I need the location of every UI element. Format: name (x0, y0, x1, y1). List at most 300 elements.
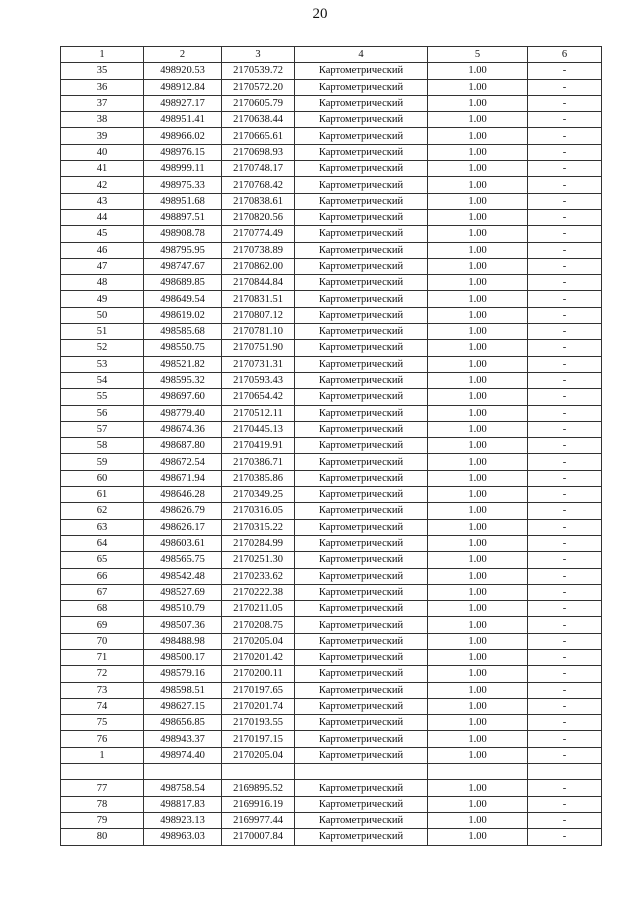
table-cell: 1.00 (428, 193, 528, 209)
table-row (61, 95, 602, 111)
table-cell: 71 (61, 649, 144, 665)
header-cell: 3 (222, 47, 295, 63)
table-row (61, 731, 602, 747)
table-row (61, 617, 602, 633)
table-row (61, 649, 602, 665)
table-cell: 2170605.79 (222, 95, 295, 111)
table-cell: 37 (61, 95, 144, 111)
table-cell: 69 (61, 617, 144, 633)
table-cell: - (528, 796, 602, 812)
header-cell: 5 (428, 47, 528, 63)
table-cell: Картометрический (295, 633, 428, 649)
table-cell: 80 (61, 829, 144, 845)
table-cell: Картометрический (295, 405, 428, 421)
table-cell: 2170844.84 (222, 275, 295, 291)
table-row (61, 470, 602, 486)
table-cell: 2170251.30 (222, 552, 295, 568)
table-cell: 2170205.04 (222, 747, 295, 763)
table-cell: 498923.13 (144, 812, 222, 828)
table-cell: Картометрический (295, 649, 428, 665)
table-cell: 498488.98 (144, 633, 222, 649)
table-cell: 1.00 (428, 584, 528, 600)
table-cell: 498527.69 (144, 584, 222, 600)
table-cell: 60 (61, 470, 144, 486)
table-cell: Картометрический (295, 356, 428, 372)
table-cell: Картометрический (295, 193, 428, 209)
table-cell: 2170349.25 (222, 487, 295, 503)
table-cell: 73 (61, 682, 144, 698)
table-cell: Картометрический (295, 617, 428, 633)
table-cell: 2170211.05 (222, 601, 295, 617)
table-cell: 1.00 (428, 503, 528, 519)
table-row (61, 275, 602, 291)
table-cell: 498598.51 (144, 682, 222, 698)
table-cell: Картометрический (295, 242, 428, 258)
table-row (61, 340, 602, 356)
table-cell: 498689.85 (144, 275, 222, 291)
table-cell: - (528, 535, 602, 551)
table-cell: Картометрический (295, 682, 428, 698)
header-cell: 2 (144, 47, 222, 63)
table-cell: 78 (61, 796, 144, 812)
table-cell: - (528, 503, 602, 519)
table-cell: 498779.40 (144, 405, 222, 421)
table-cell: 498595.32 (144, 372, 222, 388)
table-row (61, 829, 602, 845)
table-cell: 48 (61, 275, 144, 291)
table-cell: 1.00 (428, 633, 528, 649)
table-cell: 59 (61, 454, 144, 470)
table-cell: 498603.61 (144, 535, 222, 551)
table-cell: Картометрический (295, 79, 428, 95)
table-cell: - (528, 698, 602, 714)
table-cell: - (528, 226, 602, 242)
table-row (61, 438, 602, 454)
table-cell: 498627.15 (144, 698, 222, 714)
table-cell: Картометрический (295, 258, 428, 274)
table-cell: - (528, 177, 602, 193)
header-cell: 6 (528, 47, 602, 63)
table-row (61, 324, 602, 340)
table-cell: Картометрический (295, 63, 428, 79)
table-cell: 1.00 (428, 161, 528, 177)
table-cell: 498897.51 (144, 209, 222, 225)
table-cell: Картометрический (295, 780, 428, 796)
table-cell: 2170445.13 (222, 421, 295, 437)
table-cell: - (528, 112, 602, 128)
table-cell: 1.00 (428, 519, 528, 535)
table-cell: 1.00 (428, 698, 528, 714)
table-cell: 498976.15 (144, 144, 222, 160)
table-row (61, 405, 602, 421)
table-cell: 1.00 (428, 731, 528, 747)
table-cell: - (528, 568, 602, 584)
table-row (61, 79, 602, 95)
table-cell: 2170007.84 (222, 829, 295, 845)
table-row (61, 764, 602, 780)
table-cell: 1.00 (428, 340, 528, 356)
table-cell: 498966.02 (144, 128, 222, 144)
table-cell: 1.00 (428, 63, 528, 79)
table-cell: 1.00 (428, 177, 528, 193)
table-cell: Картометрический (295, 796, 428, 812)
table-cell: 2170284.99 (222, 535, 295, 551)
table-cell: Картометрический (295, 519, 428, 535)
table-row (61, 584, 602, 600)
table-cell: 2170838.61 (222, 193, 295, 209)
table-cell: 2170419.91 (222, 438, 295, 454)
table-cell: 79 (61, 812, 144, 828)
table-cell: 75 (61, 715, 144, 731)
table-cell: 1.00 (428, 715, 528, 731)
table-cell: 498626.79 (144, 503, 222, 519)
table-body (61, 63, 602, 845)
table-row (61, 568, 602, 584)
table-cell: 1.00 (428, 796, 528, 812)
table-cell: 50 (61, 307, 144, 323)
table-row (61, 161, 602, 177)
table-cell: 2170193.55 (222, 715, 295, 731)
table-cell: - (528, 209, 602, 225)
table-cell: 2170654.42 (222, 389, 295, 405)
table-cell: 55 (61, 389, 144, 405)
table-cell: Картометрический (295, 454, 428, 470)
table-cell: Картометрический (295, 389, 428, 405)
table-cell: 498585.68 (144, 324, 222, 340)
table-cell: - (528, 63, 602, 79)
table-cell: 2170751.90 (222, 340, 295, 356)
table-cell: Картометрический (295, 438, 428, 454)
table-cell: 498550.75 (144, 340, 222, 356)
table-cell: 498697.60 (144, 389, 222, 405)
table-cell: 1 (61, 747, 144, 763)
table-cell: 498927.17 (144, 95, 222, 111)
table-cell: 498951.41 (144, 112, 222, 128)
table-cell: 498579.16 (144, 666, 222, 682)
table-cell (295, 764, 428, 780)
table-cell: 2169895.52 (222, 780, 295, 796)
table-cell: 1.00 (428, 470, 528, 486)
table-cell: Картометрический (295, 601, 428, 617)
table-cell: Картометрический (295, 584, 428, 600)
table-cell: 67 (61, 584, 144, 600)
table-row (61, 747, 602, 763)
table-cell: - (528, 356, 602, 372)
table-cell: - (528, 389, 602, 405)
table-cell: 1.00 (428, 535, 528, 551)
table-cell: - (528, 519, 602, 535)
table-row (61, 421, 602, 437)
table-cell: 44 (61, 209, 144, 225)
table-cell: Картометрический (295, 144, 428, 160)
table-cell (222, 764, 295, 780)
table-cell: 1.00 (428, 128, 528, 144)
table-cell: 76 (61, 731, 144, 747)
table-cell: - (528, 666, 602, 682)
table-cell: 38 (61, 112, 144, 128)
table-row (61, 63, 602, 79)
table-cell: 2170201.42 (222, 649, 295, 665)
table-cell: Картометрический (295, 535, 428, 551)
table-cell: 1.00 (428, 226, 528, 242)
table-cell: 2170386.71 (222, 454, 295, 470)
table-cell: Картометрический (295, 291, 428, 307)
table-cell: 1.00 (428, 209, 528, 225)
table-cell: - (528, 242, 602, 258)
table-row (61, 177, 602, 193)
table-cell: Картометрический (295, 503, 428, 519)
table-cell: Картометрический (295, 226, 428, 242)
table-row (61, 128, 602, 144)
table-cell: 1.00 (428, 454, 528, 470)
table-cell: 498999.11 (144, 161, 222, 177)
table-cell: - (528, 128, 602, 144)
table-row (61, 226, 602, 242)
table-cell: 498507.36 (144, 617, 222, 633)
table-cell: - (528, 747, 602, 763)
table-cell: 35 (61, 63, 144, 79)
table-cell: 2170512.11 (222, 405, 295, 421)
table-cell: 1.00 (428, 552, 528, 568)
table-cell: 498510.79 (144, 601, 222, 617)
table-cell: 41 (61, 161, 144, 177)
table-cell: 498626.17 (144, 519, 222, 535)
table-cell: 1.00 (428, 649, 528, 665)
table-cell: 1.00 (428, 812, 528, 828)
table-cell: 43 (61, 193, 144, 209)
table-cell: - (528, 487, 602, 503)
table-cell: - (528, 307, 602, 323)
table-cell: - (528, 161, 602, 177)
table-row (61, 372, 602, 388)
table-cell: 1.00 (428, 307, 528, 323)
table-cell: 2170831.51 (222, 291, 295, 307)
table-cell: 1.00 (428, 829, 528, 845)
table-cell: - (528, 812, 602, 828)
table-header-row (61, 47, 602, 63)
table-cell: Картометрический (295, 487, 428, 503)
table-cell: 42 (61, 177, 144, 193)
table-cell: 2170205.04 (222, 633, 295, 649)
table-cell: - (528, 552, 602, 568)
table-cell: 39 (61, 128, 144, 144)
table-cell: 2170774.49 (222, 226, 295, 242)
table-row (61, 258, 602, 274)
table-cell: 2170572.20 (222, 79, 295, 95)
table-row (61, 812, 602, 828)
table-row (61, 682, 602, 698)
table-cell: Картометрический (295, 307, 428, 323)
table-cell: 74 (61, 698, 144, 714)
table-cell (144, 764, 222, 780)
table-cell: 49 (61, 291, 144, 307)
table-cell: 498656.85 (144, 715, 222, 731)
table-cell: 1.00 (428, 421, 528, 437)
table-cell: 2170665.61 (222, 128, 295, 144)
table-row (61, 633, 602, 649)
table-cell: 58 (61, 438, 144, 454)
table-cell: 2170200.11 (222, 666, 295, 682)
table-cell: 54 (61, 372, 144, 388)
table-cell: 498671.94 (144, 470, 222, 486)
table-cell: - (528, 584, 602, 600)
table-cell: 2170738.89 (222, 242, 295, 258)
table-cell: 498521.82 (144, 356, 222, 372)
table-cell: 1.00 (428, 79, 528, 95)
table-cell: 1.00 (428, 682, 528, 698)
table-cell: Картометрический (295, 421, 428, 437)
table-cell: 1.00 (428, 242, 528, 258)
table-row (61, 209, 602, 225)
table-cell: 498646.28 (144, 487, 222, 503)
table-cell: 1.00 (428, 780, 528, 796)
table-cell: Картометрический (295, 340, 428, 356)
table-cell: 498649.54 (144, 291, 222, 307)
table-cell: 1.00 (428, 568, 528, 584)
table-cell: 1.00 (428, 617, 528, 633)
table-row (61, 193, 602, 209)
table-cell: 1.00 (428, 95, 528, 111)
table-cell: 1.00 (428, 324, 528, 340)
table-cell: Картометрический (295, 209, 428, 225)
table-cell: - (528, 291, 602, 307)
table-cell: - (528, 454, 602, 470)
table-cell: - (528, 193, 602, 209)
table-cell (61, 764, 144, 780)
table-cell: 1.00 (428, 112, 528, 128)
table-cell: 2170197.65 (222, 682, 295, 698)
table-cell: - (528, 405, 602, 421)
table-cell: 1.00 (428, 144, 528, 160)
table-cell: 1.00 (428, 487, 528, 503)
table-cell: Картометрический (295, 112, 428, 128)
table-row (61, 291, 602, 307)
table-cell: 498687.80 (144, 438, 222, 454)
table-cell: - (528, 79, 602, 95)
table-cell: 1.00 (428, 405, 528, 421)
table-cell (428, 764, 528, 780)
table-row (61, 552, 602, 568)
table-cell: 498951.68 (144, 193, 222, 209)
table-cell: - (528, 649, 602, 665)
table-cell: 65 (61, 552, 144, 568)
table-row (61, 796, 602, 812)
table-cell: Картометрический (295, 128, 428, 144)
table-cell: 2170781.10 (222, 324, 295, 340)
table-cell: - (528, 682, 602, 698)
table-cell: 2170197.15 (222, 731, 295, 747)
table-cell: 1.00 (428, 747, 528, 763)
table-cell: - (528, 731, 602, 747)
table-cell: 2170208.75 (222, 617, 295, 633)
table-cell: 498565.75 (144, 552, 222, 568)
table-cell: 498672.54 (144, 454, 222, 470)
table-row (61, 389, 602, 405)
table-cell: 63 (61, 519, 144, 535)
table-cell: 2170222.38 (222, 584, 295, 600)
table-cell: 498912.84 (144, 79, 222, 95)
table-cell: 68 (61, 601, 144, 617)
table-cell: Картометрический (295, 666, 428, 682)
table-cell: 2170638.44 (222, 112, 295, 128)
table-cell: 498943.37 (144, 731, 222, 747)
table-cell: 2170731.31 (222, 356, 295, 372)
table-cell: 72 (61, 666, 144, 682)
table-cell: 61 (61, 487, 144, 503)
table-row (61, 144, 602, 160)
table-cell: 40 (61, 144, 144, 160)
table-cell: 52 (61, 340, 144, 356)
table-cell: 51 (61, 324, 144, 340)
table-cell: - (528, 633, 602, 649)
table-cell: 1.00 (428, 356, 528, 372)
page-number: 20 (312, 6, 328, 22)
table-cell: 2170748.17 (222, 161, 295, 177)
table-cell: 56 (61, 405, 144, 421)
table-cell: 2170539.72 (222, 63, 295, 79)
table-cell: 498817.83 (144, 796, 222, 812)
table-cell: Картометрический (295, 715, 428, 731)
table-cell: 498758.54 (144, 780, 222, 796)
table-cell: Картометрический (295, 829, 428, 845)
table-cell: 2170862.00 (222, 258, 295, 274)
table-cell: 2170316.05 (222, 503, 295, 519)
table-cell: - (528, 258, 602, 274)
table-cell: 1.00 (428, 438, 528, 454)
table-cell: - (528, 95, 602, 111)
table-cell: 2170201.74 (222, 698, 295, 714)
table-cell: 2169977.44 (222, 812, 295, 828)
table-cell: - (528, 340, 602, 356)
table-row (61, 535, 602, 551)
table-cell: 1.00 (428, 258, 528, 274)
table-row (61, 780, 602, 796)
table-cell: 47 (61, 258, 144, 274)
table-cell: 2170233.62 (222, 568, 295, 584)
table-row (61, 698, 602, 714)
table-cell: 1.00 (428, 372, 528, 388)
table-cell: - (528, 372, 602, 388)
table-cell: 498500.17 (144, 649, 222, 665)
table-cell: Картометрический (295, 747, 428, 763)
table-cell: 45 (61, 226, 144, 242)
header-cell: 4 (295, 47, 428, 63)
table-row (61, 356, 602, 372)
table-row (61, 715, 602, 731)
table-cell (528, 764, 602, 780)
table-cell: Картометрический (295, 372, 428, 388)
table-cell: - (528, 275, 602, 291)
table-cell: 64 (61, 535, 144, 551)
table-cell: - (528, 715, 602, 731)
table-cell: Картометрический (295, 812, 428, 828)
table-cell: Картометрический (295, 731, 428, 747)
table-cell: - (528, 144, 602, 160)
table-cell: 1.00 (428, 666, 528, 682)
table-cell: 498795.95 (144, 242, 222, 258)
table-cell: 498920.53 (144, 63, 222, 79)
table-cell: 2169916.19 (222, 796, 295, 812)
table-cell: Картометрический (295, 470, 428, 486)
table-cell: - (528, 421, 602, 437)
table-row (61, 454, 602, 470)
table-cell: Картометрический (295, 177, 428, 193)
table-cell: 498747.67 (144, 258, 222, 274)
table-row (61, 242, 602, 258)
table-cell: Картометрический (295, 324, 428, 340)
table-cell: 498542.48 (144, 568, 222, 584)
table-cell: 498974.40 (144, 747, 222, 763)
